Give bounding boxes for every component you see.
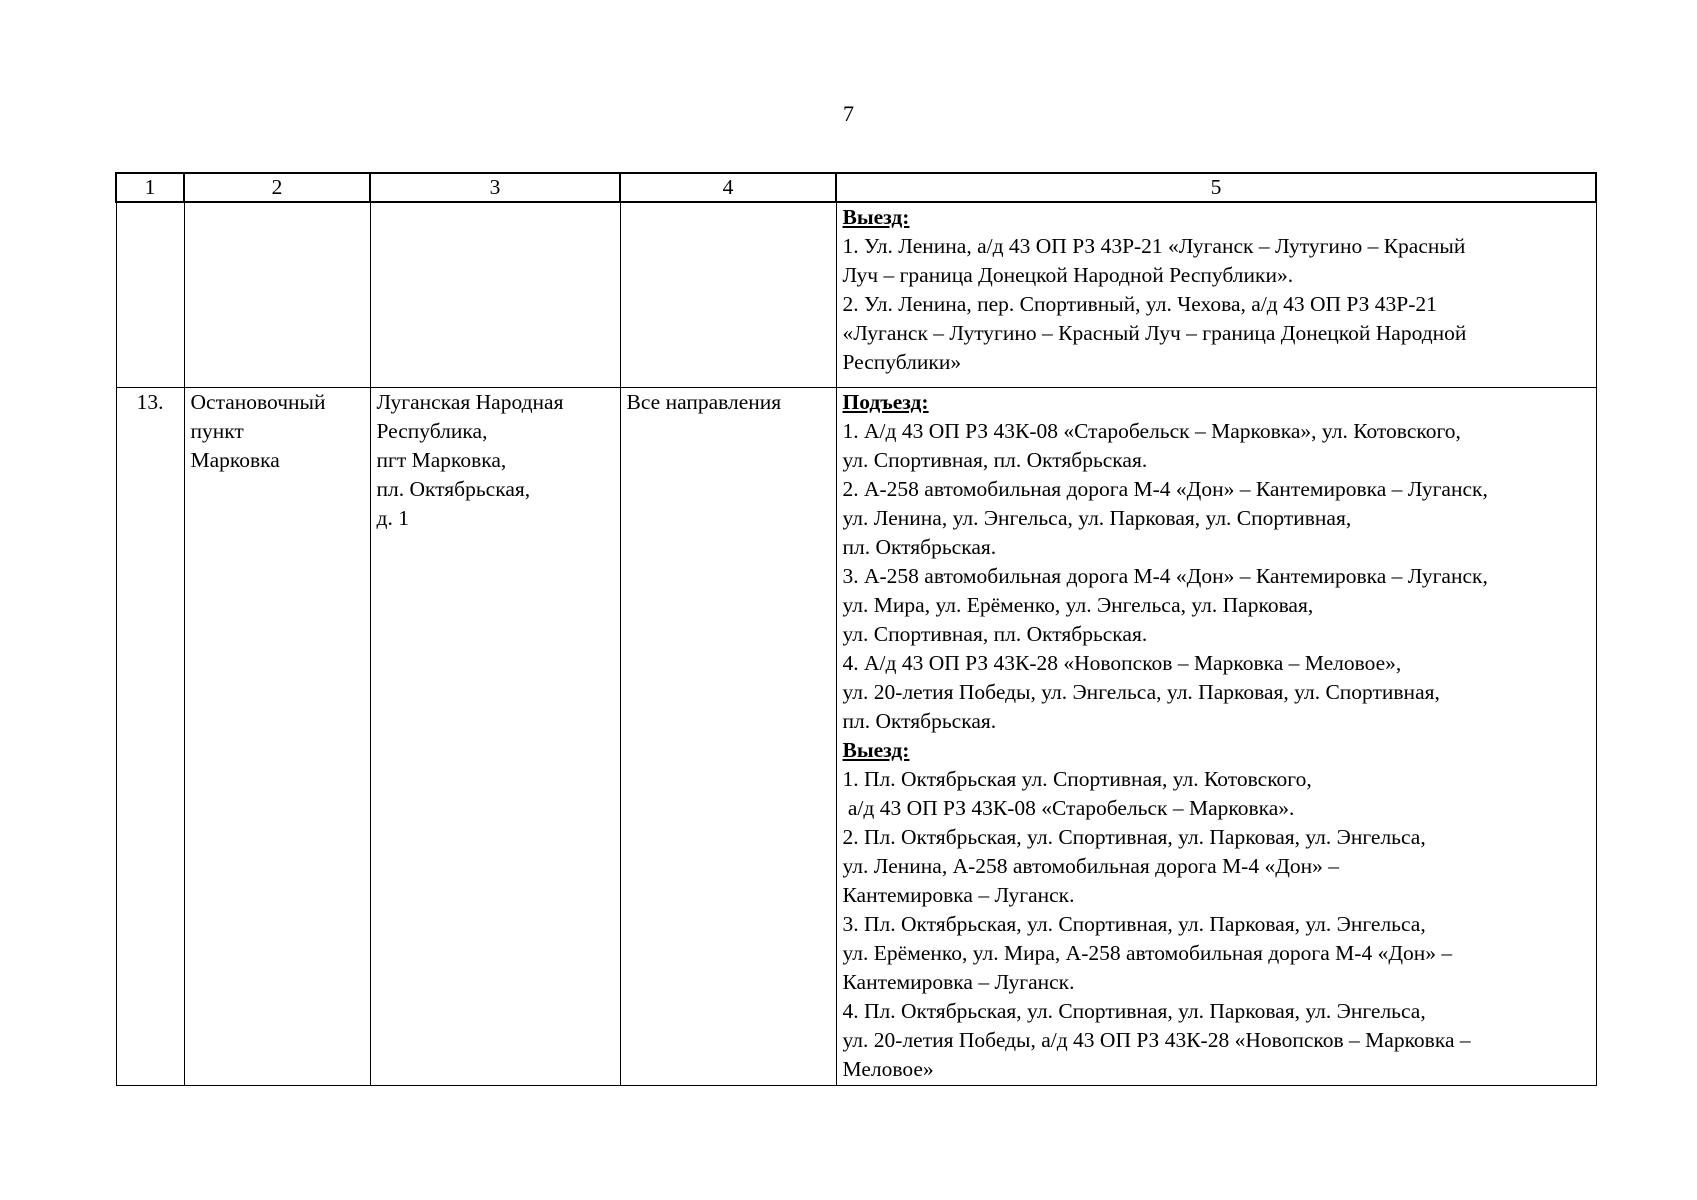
route-line: 4. Пл. Октябрьская, ул. Спортивная, ул. Парковая, ул. Энгельса, — [842, 999, 1426, 1023]
route-line: а/д 43 ОП РЗ 43К-08 «Старобельск – Марковка». — [842, 796, 1295, 820]
route-line: Меловое» — [842, 1057, 934, 1081]
entry-heading: Подъезд: — [842, 390, 929, 414]
exit-heading: Выезд: — [842, 205, 910, 229]
route-line: ул. 20-летия Победы, а/д 43 ОП РЗ 43К-28 «Новопсков – Марковка – — [842, 1028, 1471, 1052]
cell-empty-address — [370, 202, 620, 388]
route-line: пл. Октябрьская. — [842, 709, 997, 733]
route-line: Луч – граница Донецкой Народной Республики». — [842, 263, 1294, 287]
stop-name-line: Марковка — [190, 448, 280, 472]
route-line: ул. Спортивная, пл. Октябрьская. — [842, 622, 1148, 646]
cell-direction: Все направления — [620, 388, 836, 1086]
cell-route-continuation — [836, 202, 1596, 388]
routes-table — [115, 172, 1597, 1086]
address-line: пгт Марковка, — [376, 448, 507, 472]
route-line: пл. Октябрьская. — [842, 535, 997, 559]
stop-name-line: пункт — [190, 419, 244, 443]
route-line: 4. А/д 43 ОП РЗ 43К-28 «Новопсков – Марковка – Меловое», — [842, 651, 1402, 675]
route-line: 2. А-258 автомобильная дорога М-4 «Дон» – Кантемировка – Луганск, — [842, 477, 1488, 501]
route-line: «Луганск – Лутугино – Красный Луч – граница Донецкой Народной — [842, 321, 1467, 345]
cell-routes — [836, 388, 1596, 1086]
route-line: Республики» — [842, 350, 962, 374]
route-line: ул. Мира, ул. Ерёменко, ул. Энгельса, ул. Парковая, — [842, 593, 1314, 617]
route-line: 1. А/д 43 ОП РЗ 43К-08 «Старобельск – Марковка», ул. Котовского, — [842, 419, 1461, 443]
cell-empty-direction — [620, 202, 836, 388]
header-col-1: 1 — [116, 173, 184, 202]
route-line: 2. Ул. Ленина, пер. Спортивный, ул. Чехова, а/д 43 ОП РЗ 43Р-21 — [842, 292, 1437, 316]
header-col-3: 3 — [370, 173, 620, 202]
address-line: Республика, — [376, 419, 488, 443]
header-row — [116, 173, 1596, 202]
cell-address — [370, 388, 620, 1086]
header-col-4: 4 — [620, 173, 836, 202]
route-line: ул. Спортивная, пл. Октябрьская. — [842, 448, 1148, 472]
table-row-13 — [116, 388, 1596, 1086]
route-line: ул. Ленина, ул. Энгельса, ул. Парковая, ул. Спортивная, — [842, 506, 1352, 530]
exit-heading: Выезд: — [842, 738, 910, 762]
route-line: ул. Ерёменко, ул. Мира, А-258 автомобильная дорога М-4 «Дон» – — [842, 941, 1453, 965]
address-line: Луганская Народная — [376, 390, 564, 414]
route-line: Кантемировка – Луганск. — [842, 970, 1075, 994]
cell-stop-name — [184, 388, 370, 1086]
header-col-5: 5 — [836, 173, 1596, 202]
cell-empty-name — [184, 202, 370, 388]
route-line: Кантемировка – Луганск. — [842, 883, 1075, 907]
address-line: д. 1 — [376, 506, 409, 530]
route-line: 3. А-258 автомобильная дорога М-4 «Дон» – Кантемировка – Луганск, — [842, 564, 1488, 588]
route-line: 3. Пл. Октябрьская, ул. Спортивная, ул. Парковая, ул. Энгельса, — [842, 912, 1426, 936]
route-line: 1. Ул. Ленина, а/д 43 ОП РЗ 43Р-21 «Луганск – Лутугино – Красный — [842, 234, 1466, 258]
address-line: пл. Октябрьская, — [376, 477, 531, 501]
table-row-continuation — [116, 202, 1596, 388]
cell-row-number: 13. — [116, 388, 184, 1086]
route-line: ул. 20-летия Победы, ул. Энгельса, ул. Парковая, ул. Спортивная, — [842, 680, 1440, 704]
cell-empty-number — [116, 202, 184, 388]
route-line: 1. Пл. Октябрьская ул. Спортивная, ул. Котовского, — [842, 767, 1312, 791]
route-line: 2. Пл. Октябрьская, ул. Спортивная, ул. Парковая, ул. Энгельса, — [842, 825, 1426, 849]
header-col-2: 2 — [184, 173, 370, 202]
stop-name-line: Остановочный — [190, 390, 326, 414]
route-line: ул. Ленина, А-258 автомобильная дорога М-4 «Дон» – — [842, 854, 1340, 878]
page-number: 7 — [843, 101, 854, 126]
